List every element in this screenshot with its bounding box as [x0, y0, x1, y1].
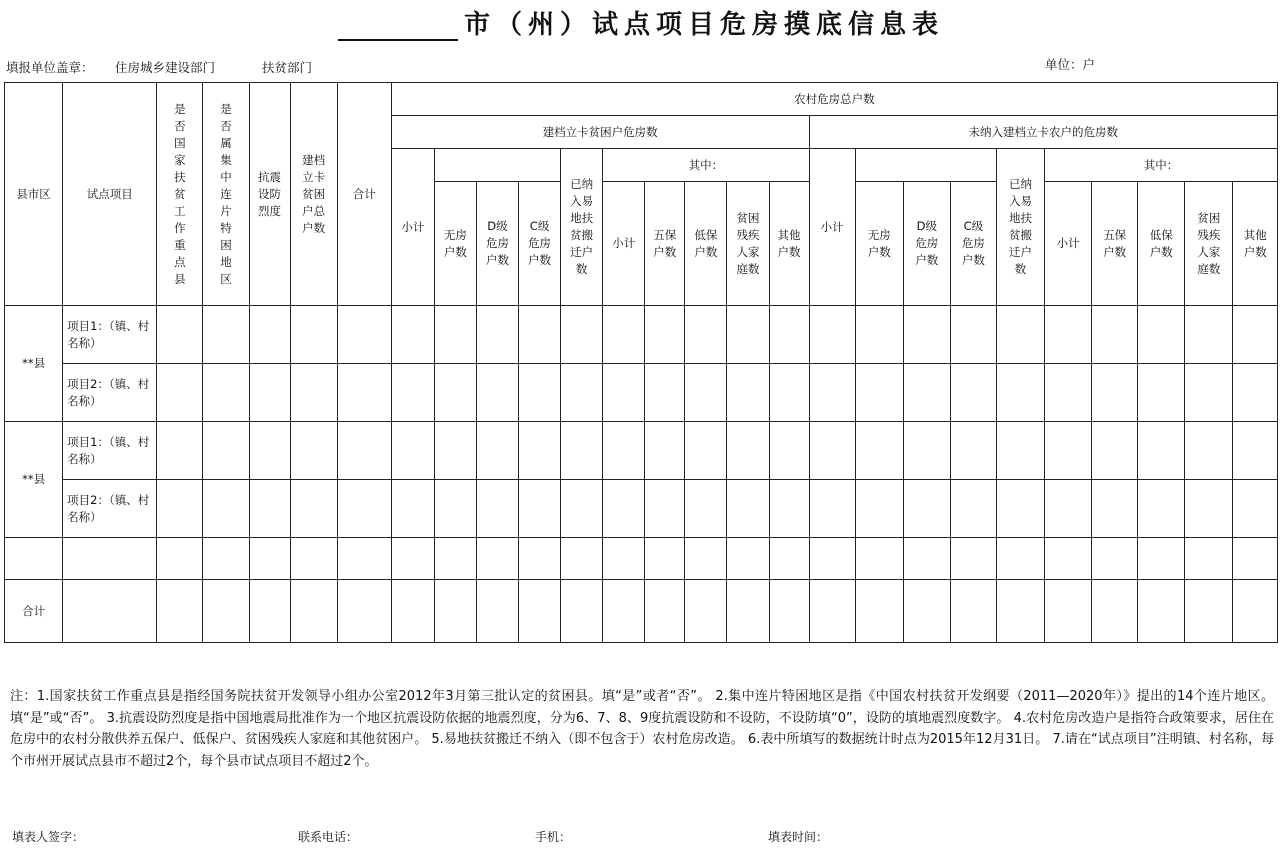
row-county-2: **县: [5, 422, 63, 538]
data-cell[interactable]: [290, 422, 337, 480]
hdr-no-house-a: 无房户数: [434, 182, 476, 306]
data-cell[interactable]: [1233, 364, 1278, 422]
data-cell[interactable]: [203, 580, 249, 643]
data-cell[interactable]: [685, 580, 727, 643]
row-project-4: 项目2：（镇、村名称）: [63, 480, 157, 538]
data-cell[interactable]: [1045, 480, 1092, 538]
data-cell[interactable]: [855, 422, 903, 480]
data-cell[interactable]: [1045, 580, 1092, 643]
data-cell[interactable]: [63, 538, 157, 580]
data-cell[interactable]: [809, 422, 855, 480]
data-cell[interactable]: [519, 580, 561, 643]
data-cell[interactable]: [290, 538, 337, 580]
data-cell[interactable]: [290, 364, 337, 422]
table-row: [5, 422, 1278, 480]
data-cell[interactable]: [809, 364, 855, 422]
data-cell[interactable]: [249, 580, 290, 643]
footer-date: 填表时间：: [768, 830, 829, 844]
data-cell[interactable]: [769, 364, 809, 422]
data-cell[interactable]: [685, 538, 727, 580]
data-cell[interactable]: [1185, 306, 1233, 364]
data-cell[interactable]: [950, 480, 996, 538]
data-cell[interactable]: [603, 306, 645, 364]
data-cell[interactable]: [903, 364, 950, 422]
data-cell[interactable]: [996, 480, 1044, 538]
data-cell[interactable]: [391, 364, 434, 422]
data-cell[interactable]: [1138, 538, 1185, 580]
data-cell[interactable]: [337, 480, 391, 538]
row-total-label: 合计: [5, 580, 63, 643]
hdr-low-income-a: 低保户数: [685, 182, 727, 306]
data-cell[interactable]: [476, 364, 518, 422]
hdr-grade-c-b: C级危房户数: [950, 182, 996, 306]
hdr-disabled-b: 贫困残疾人家庭数: [1185, 182, 1233, 306]
data-cell[interactable]: [1138, 306, 1185, 364]
data-cell[interactable]: [727, 538, 769, 580]
data-cell[interactable]: [1233, 580, 1278, 643]
table-row: [5, 480, 1278, 538]
data-cell[interactable]: [1045, 538, 1092, 580]
data-cell[interactable]: [903, 580, 950, 643]
data-cell[interactable]: [63, 580, 157, 643]
data-cell[interactable]: [157, 364, 203, 422]
data-cell[interactable]: [476, 480, 518, 538]
data-cell[interactable]: [809, 480, 855, 538]
data-cell[interactable]: [645, 306, 685, 364]
hdr-county: 县市区: [5, 83, 63, 306]
data-cell[interactable]: [561, 364, 603, 422]
data-cell[interactable]: [476, 580, 518, 643]
data-cell[interactable]: [561, 480, 603, 538]
data-cell[interactable]: [950, 364, 996, 422]
data-cell[interactable]: [996, 580, 1044, 643]
data-cell[interactable]: [809, 538, 855, 580]
data-cell[interactable]: [809, 580, 855, 643]
data-cell[interactable]: [1233, 306, 1278, 364]
data-cell[interactable]: [996, 306, 1044, 364]
data-cell[interactable]: [1185, 364, 1233, 422]
data-cell[interactable]: [1092, 422, 1138, 480]
data-cell[interactable]: [434, 538, 476, 580]
data-cell[interactable]: [603, 422, 645, 480]
data-cell[interactable]: [1092, 480, 1138, 538]
data-cell[interactable]: [391, 422, 434, 480]
data-cell[interactable]: [1138, 422, 1185, 480]
data-cell[interactable]: [950, 580, 996, 643]
data-cell[interactable]: [727, 480, 769, 538]
info-table: [4, 82, 1278, 643]
data-cell[interactable]: [645, 480, 685, 538]
data-cell[interactable]: [434, 306, 476, 364]
row-project-3: 项目1：（镇、村名称）: [63, 422, 157, 480]
data-cell[interactable]: [1138, 580, 1185, 643]
hdr-grade-c-a: C级危房户数: [519, 182, 561, 306]
data-cell[interactable]: [769, 538, 809, 580]
data-cell[interactable]: [337, 580, 391, 643]
data-cell[interactable]: [391, 538, 434, 580]
hdr-registered-total: 建档立卡贫困户总户数: [290, 83, 337, 306]
data-cell[interactable]: [903, 538, 950, 580]
table-row: [5, 306, 1278, 364]
hdr-total: 合计: [337, 83, 391, 306]
hdr-registered-group: 建档立卡贫困户危房数: [391, 116, 809, 149]
data-cell[interactable]: [1185, 422, 1233, 480]
data-cell[interactable]: [1092, 580, 1138, 643]
data-cell[interactable]: [1233, 422, 1278, 480]
data-cell[interactable]: [476, 306, 518, 364]
data-cell[interactable]: [203, 538, 249, 580]
data-cell[interactable]: [476, 538, 518, 580]
data-cell[interactable]: [769, 480, 809, 538]
hdr-blank-b: [855, 149, 996, 182]
data-cell[interactable]: [249, 538, 290, 580]
data-cell[interactable]: [434, 422, 476, 480]
data-cell[interactable]: [903, 422, 950, 480]
data-cell[interactable]: [519, 422, 561, 480]
data-cell[interactable]: [685, 480, 727, 538]
data-cell[interactable]: [645, 364, 685, 422]
data-cell[interactable]: [769, 306, 809, 364]
data-cell[interactable]: [157, 306, 203, 364]
hdr-subtotal-a2: 小计: [603, 182, 645, 306]
data-cell[interactable]: [727, 422, 769, 480]
data-cell[interactable]: [203, 422, 249, 480]
hdr-relocation-b: 已纳入易地扶贫搬迁户数: [996, 149, 1044, 306]
hdr-key-county: 是否国家扶贫工作重点县: [157, 83, 203, 306]
data-cell[interactable]: [727, 306, 769, 364]
data-cell[interactable]: [519, 538, 561, 580]
data-cell[interactable]: [249, 364, 290, 422]
data-cell[interactable]: [769, 422, 809, 480]
title-text: 市（州）试点项目危房摸底信息表: [463, 10, 944, 40]
hdr-grade-d-a: D级危房户数: [476, 182, 518, 306]
data-cell[interactable]: [727, 580, 769, 643]
data-cell[interactable]: [519, 480, 561, 538]
data-cell[interactable]: [1092, 306, 1138, 364]
hdr-five-guarantee-b: 五保户数: [1092, 182, 1138, 306]
row-project-2: 项目2：（镇、村名称）: [63, 364, 157, 422]
data-cell[interactable]: [727, 364, 769, 422]
data-cell[interactable]: [685, 422, 727, 480]
data-cell[interactable]: [519, 306, 561, 364]
data-cell[interactable]: [337, 364, 391, 422]
data-cell[interactable]: [809, 306, 855, 364]
data-cell[interactable]: [434, 580, 476, 643]
data-cell[interactable]: [203, 364, 249, 422]
data-cell[interactable]: [1185, 480, 1233, 538]
data-cell[interactable]: [1233, 538, 1278, 580]
data-cell[interactable]: [1045, 422, 1092, 480]
hdr-subtotal-a: 小计: [391, 149, 434, 306]
data-cell[interactable]: [950, 306, 996, 364]
data-cell[interactable]: [645, 422, 685, 480]
hdr-no-house-b: 无房户数: [855, 182, 903, 306]
data-cell[interactable]: [903, 480, 950, 538]
data-cell[interactable]: [249, 422, 290, 480]
table-row: [5, 538, 1278, 580]
footer-filler: 填表人签字：: [12, 830, 85, 844]
hdr-among-b: 其中：: [1045, 149, 1278, 182]
data-cell[interactable]: [1185, 580, 1233, 643]
data-cell[interactable]: [561, 580, 603, 643]
data-cell[interactable]: [203, 306, 249, 364]
row-project-1: 项目1：（镇、村名称）: [63, 306, 157, 364]
hdr-other-b: 其他户数: [1233, 182, 1278, 306]
data-cell[interactable]: [996, 422, 1044, 480]
data-cell[interactable]: [855, 580, 903, 643]
data-cell[interactable]: [996, 538, 1044, 580]
data-cell[interactable]: [1045, 364, 1092, 422]
hdr-contiguous: 是否属集中连片特困地区: [203, 83, 249, 306]
data-cell[interactable]: [769, 580, 809, 643]
data-cell[interactable]: [603, 480, 645, 538]
data-cell[interactable]: [1138, 480, 1185, 538]
hdr-rural-total: 农村危房总户数: [391, 83, 1277, 116]
data-cell[interactable]: [603, 538, 645, 580]
data-cell[interactable]: [996, 364, 1044, 422]
filler-label: 填报单位盖章：: [6, 60, 94, 75]
data-cell[interactable]: [685, 364, 727, 422]
data-cell[interactable]: [337, 422, 391, 480]
hdr-relocation-a: 已纳入易地扶贫搬迁户数: [561, 149, 603, 306]
data-cell[interactable]: [157, 580, 203, 643]
data-cell[interactable]: [476, 422, 518, 480]
hdr-seismic: 抗震设防烈度: [249, 83, 290, 306]
data-cell[interactable]: [561, 306, 603, 364]
data-cell[interactable]: [855, 538, 903, 580]
data-cell[interactable]: [249, 306, 290, 364]
data-cell[interactable]: [855, 364, 903, 422]
data-cell[interactable]: [157, 422, 203, 480]
table-row: [5, 364, 1278, 422]
data-cell[interactable]: [249, 480, 290, 538]
hdr-unregistered-group: 未纳入建档立卡农户的危房数: [809, 116, 1277, 149]
hdr-project: 试点项目: [63, 83, 157, 306]
row-county-1: **县: [5, 306, 63, 422]
data-cell[interactable]: [1233, 480, 1278, 538]
hdr-grade-d-b: D级危房户数: [903, 182, 950, 306]
data-cell[interactable]: [685, 306, 727, 364]
title-blank-line: [338, 15, 458, 41]
data-cell[interactable]: [5, 538, 63, 580]
hdr-subtotal-b2: 小计: [1045, 182, 1092, 306]
data-cell[interactable]: [950, 422, 996, 480]
hdr-among-a: 其中：: [603, 149, 809, 182]
data-cell[interactable]: [391, 580, 434, 643]
data-cell[interactable]: [337, 538, 391, 580]
data-cell[interactable]: [519, 364, 561, 422]
footer-mobile: 手机：: [535, 830, 572, 844]
data-cell[interactable]: [434, 480, 476, 538]
notes: 注：1.国家扶贫工作重点县是指经国务院扶贫开发领导小组办公室2012年3月第三批认定的贫困县。填“是”或者“否”。 2.集中连片特困地区是指《中国农村扶贫开发纲要（2011—2020年）》提出的14个连片地区。填“是”或“否”。 3.抗震设防烈度是指中国地震局批准作为一个地区抗震设防依据的地震烈度，分为6、7、8、9度抗震设防和不设防，不设防填“0”，设防的填地震烈度数字。 4.农村危房改造户是指符合政策要求，居住在危房中的农村分散供养五保户、低保户、贫困残疾人家庭和其他贫困户。 5.易地扶贫搬迁不纳入（即不包含于）农村危房改造。 6.表中所填写的数据统计时点为2015年12月31日。 7.请在“试点项目”注明镇、村名称，每个市州开展试点县市不超过2个，每个县市试点项目不超过2个。: [10, 689, 1274, 769]
data-cell[interactable]: [950, 538, 996, 580]
data-cell[interactable]: [290, 580, 337, 643]
data-cell[interactable]: [157, 538, 203, 580]
data-cell[interactable]: [903, 306, 950, 364]
hdr-five-guarantee-a: 五保户数: [645, 182, 685, 306]
data-cell[interactable]: [561, 538, 603, 580]
data-cell[interactable]: [290, 480, 337, 538]
data-cell[interactable]: [434, 364, 476, 422]
unit-label: 单位：户: [1045, 57, 1096, 72]
data-cell[interactable]: [1185, 538, 1233, 580]
data-cell[interactable]: [603, 364, 645, 422]
data-cell[interactable]: [391, 306, 434, 364]
data-cell[interactable]: [561, 422, 603, 480]
data-cell[interactable]: [337, 306, 391, 364]
data-cell[interactable]: [645, 580, 685, 643]
data-cell[interactable]: [203, 480, 249, 538]
data-cell[interactable]: [855, 480, 903, 538]
hdr-subtotal-b: 小计: [809, 149, 855, 306]
hdr-other-a: 其他户数: [769, 182, 809, 306]
data-cell[interactable]: [1092, 538, 1138, 580]
hdr-low-income-b: 低保户数: [1138, 182, 1185, 306]
data-cell[interactable]: [290, 306, 337, 364]
data-cell[interactable]: [855, 306, 903, 364]
data-cell[interactable]: [391, 480, 434, 538]
data-cell[interactable]: [157, 480, 203, 538]
data-cell[interactable]: [645, 538, 685, 580]
data-cell[interactable]: [1138, 364, 1185, 422]
footer-phone: 联系电话：: [298, 830, 359, 844]
form-title: [0, 4, 1282, 41]
hdr-disabled-a: 贫困残疾人家庭数: [727, 182, 769, 306]
data-cell[interactable]: [1092, 364, 1138, 422]
dept-poverty: 扶贫部门: [262, 60, 313, 75]
dept-housing: 住房城乡建设部门: [115, 60, 216, 75]
table-row-total: [5, 580, 1278, 643]
data-cell[interactable]: [1045, 306, 1092, 364]
hdr-blank-a: [434, 149, 560, 182]
data-cell[interactable]: [603, 580, 645, 643]
